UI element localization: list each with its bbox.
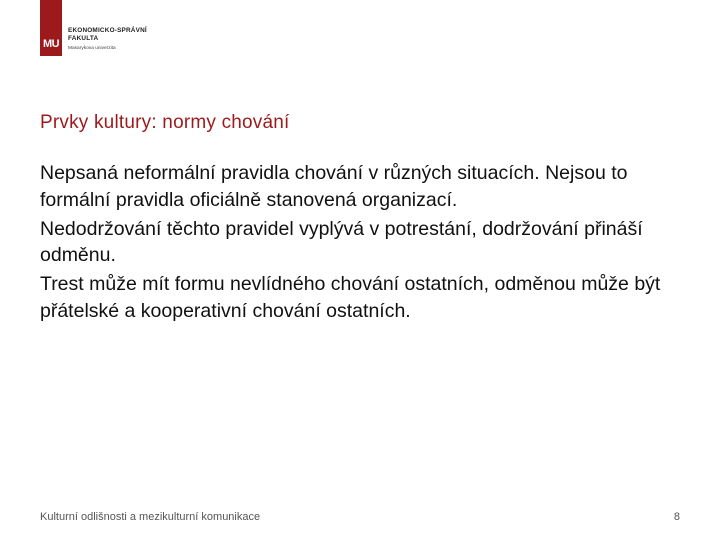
body-paragraph: Nepsaná neformální pravidla chování v různých situacích. Nejsou to formální pravidla oficiálně stanovená organizací. <box>40 162 628 211</box>
logo-mark <box>40 0 62 56</box>
slide-body <box>40 160 680 327</box>
logo-line-university: Masarykova univerzita <box>68 45 116 51</box>
page-number: 8 <box>673 511 680 523</box>
logo-text <box>68 0 147 60</box>
logo-line-fakulta: FAKULTA <box>68 35 99 43</box>
footer-course-title: Kulturní odlišnosti a mezikulturní komunikace <box>40 511 261 523</box>
slide-title: Prvky kultury: normy chování <box>40 112 290 133</box>
logo-line-faculty: EKONOMICKO-SPRÁVNÍ <box>68 27 147 34</box>
body-paragraph: Trest může mít formu nevlídného chování ostatních, odměnou může být přátelské a kooperativní chování ostatních. <box>40 273 661 322</box>
logo-mark-text: MU <box>43 38 60 50</box>
faculty-logo <box>40 0 147 60</box>
body-paragraph: Nedodržování těchto pravidel vyplývá v potrestání, dodržování přináší odměnu. <box>40 217 643 266</box>
